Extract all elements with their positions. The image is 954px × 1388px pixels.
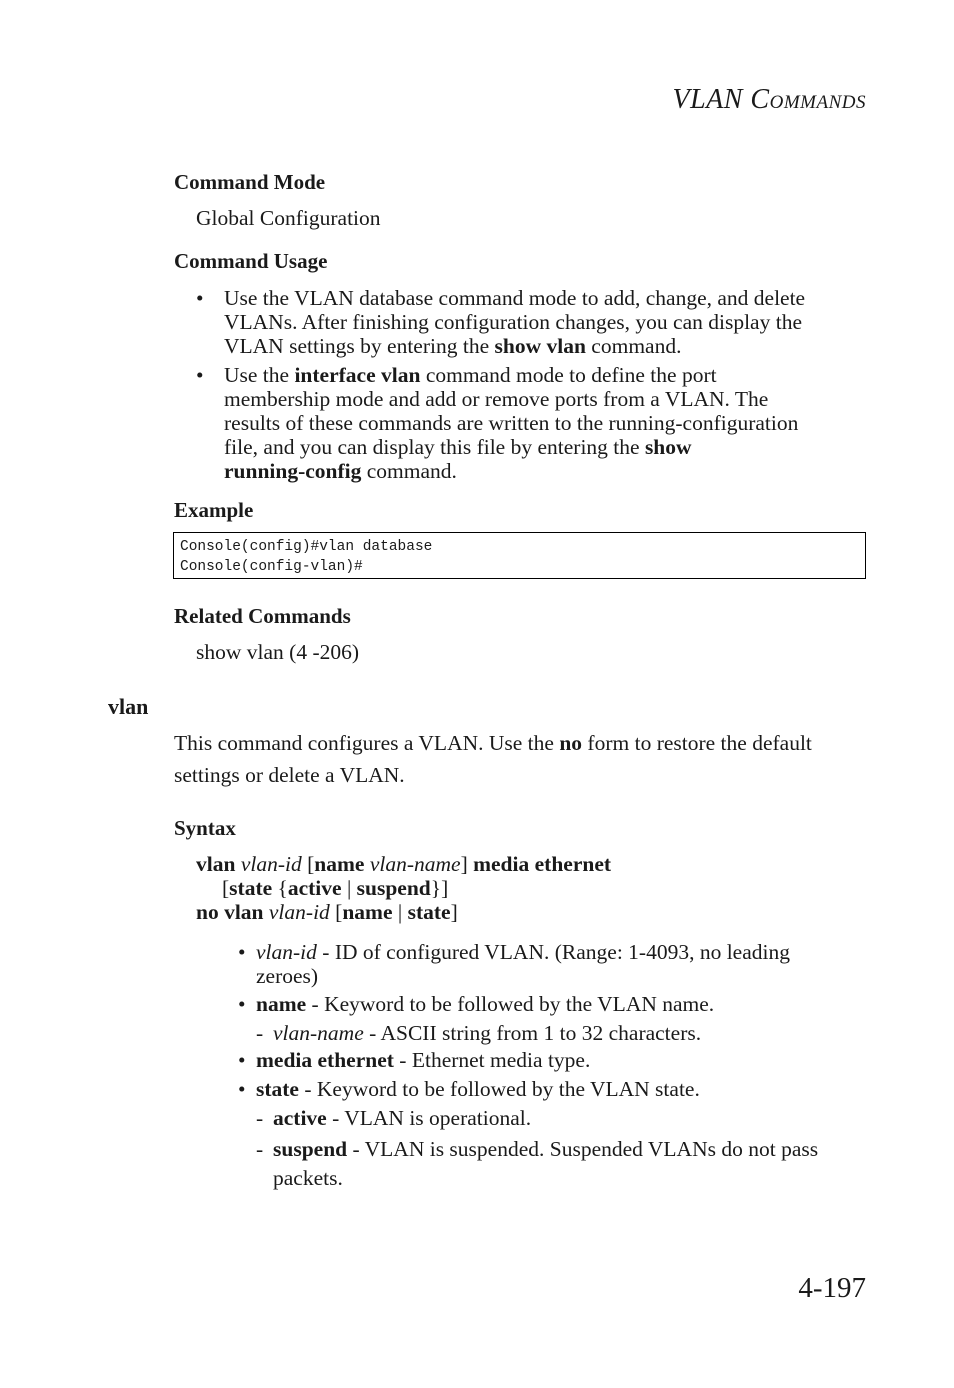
dash-marker: - [256,1137,264,1161]
list-item: • Use the VLAN database command mode to add, change, and delete VLANs. After finishing configuration changes, you can display the VLAN settings by entering the show vlan command. [196,286,806,358]
command-usage-list [196,286,876,483]
syntax-line-2: [state {active | suspend}] [222,876,449,900]
running-header: VLAN COMMANDS [672,84,866,115]
example-heading: Example [174,498,254,522]
list-item: - suspend - VLAN is suspended. Suspended VLANs do not pass packets. [256,1137,819,1190]
page-number: 4-197 [798,1272,866,1304]
syntax-line-3: no vlan vlan-id [name | state] [196,900,458,924]
bullet-icon: • [238,940,246,964]
code-line: Console(config)#vlan database [180,539,433,555]
syntax-parameter-list [238,940,878,1190]
dash-marker: - [256,1021,264,1045]
related-commands-link[interactable]: show vlan (4 -206) [196,640,360,664]
list-item: - active - VLAN is operational. [256,1106,532,1130]
bullet-icon: • [196,363,204,387]
bullet-icon: • [238,1048,246,1072]
list-item: • name - Keyword to be followed by the VLAN name. [238,992,715,1016]
command-mode-text: Global Configuration [196,206,381,230]
command-mode-heading: Command Mode [174,170,326,194]
code-example-box [173,532,866,579]
list-item: • state - Keyword to be followed by the VLAN state. [238,1077,700,1101]
bullet-icon: • [238,992,246,1016]
section-title-vlan: vlan [108,694,149,719]
related-commands-heading: Related Commands [174,604,351,628]
command-usage-heading: Command Usage [174,249,328,273]
bullet-icon: • [238,1077,246,1101]
dash-marker: - [256,1106,264,1130]
list-item: • vlan-id - ID of configured VLAN. (Range: 1-4093, no leading zeroes) [238,940,790,988]
syntax-line-1: vlan vlan-id [name vlan-name] media ethernet [196,852,612,876]
code-line: Console(config-vlan)# [180,558,363,575]
vlan-description: This command configures a VLAN. Use the no form to restore the default settings or delete a VLAN. [174,731,812,787]
bullet-icon: • [196,286,204,310]
syntax-heading: Syntax [174,816,236,840]
list-item: • Use the interface vlan command mode to define the port membership mode and add or remove ports from a VLAN. The results of these commands are written to the running-configuration file, and you can display this file by entering the show running-config command. [196,363,799,483]
list-item: - vlan-name - ASCII string from 1 to 32 characters. [256,1021,702,1045]
list-item: • media ethernet - Ethernet media type. [238,1048,591,1072]
